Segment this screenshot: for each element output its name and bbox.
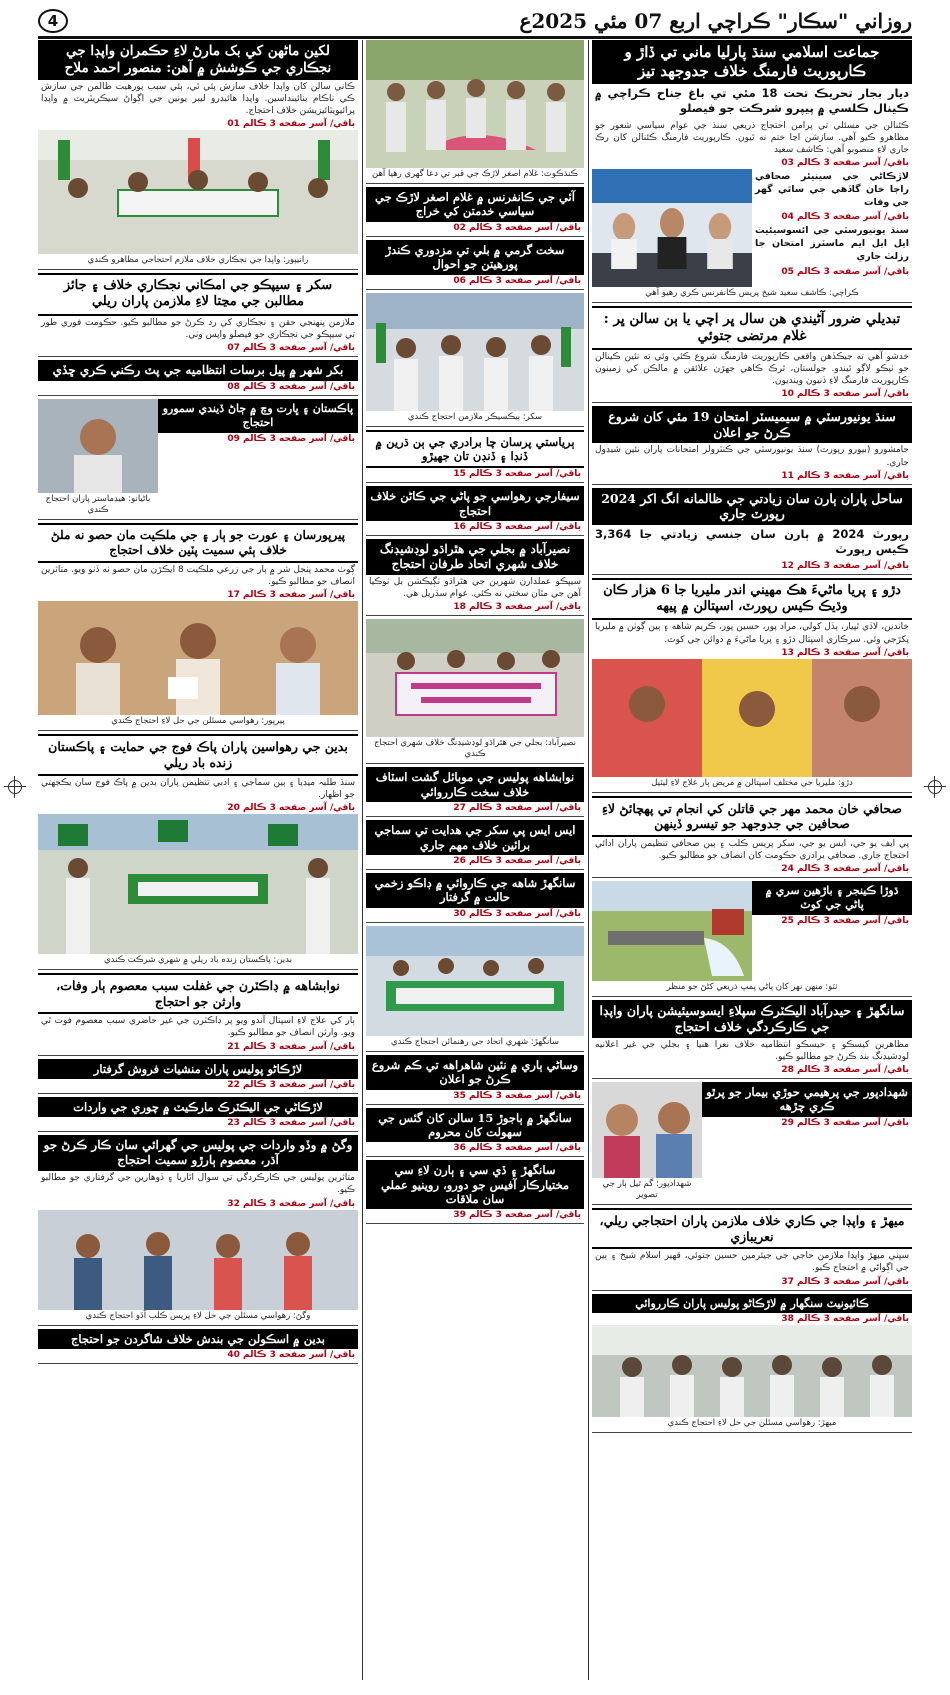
headline: سانگهڙ شاهه جي ڪاروائي ۾ ڊاڪو زخمي حالت ۾ گرفتار: [366, 873, 584, 908]
news-story: [366, 873, 584, 923]
news-story: [38, 1097, 358, 1132]
continued-link[interactable]: باقي/ آسر صفحه 3 ڪالم 22: [227, 1079, 355, 1090]
news-story: [592, 1082, 912, 1205]
news-story: [366, 1160, 584, 1224]
malaria-patients-photo: [592, 659, 912, 777]
headline: سخت گرمي ۾ بلي تي مزدوري ڪندڙ پورهيتن جو احوال: [366, 240, 584, 275]
continued-link[interactable]: باقي/ آسر صفحه 3 ڪالم 13: [781, 647, 909, 658]
news-story: [366, 1108, 584, 1158]
continued-link[interactable]: باقي/ آسر صفحه 3 ڪالم 32: [227, 1198, 355, 1209]
headline: ميهڙ ۽ واپڊا جي ڪاري خلاف ملازمن پاران احتجاجي ريلي، نعريبازي: [592, 1208, 912, 1249]
continued-link[interactable]: باقي/ آسر صفحه 3 ڪالم 36: [453, 1143, 581, 1154]
right-column: [592, 40, 912, 1680]
headline: سانگهڙ ۽ حيدرآباد اليڪٽرڪ سپلاءِ ايسوسيئيشن پاران واپڊا جي ڪارڪردگي خلاف احتجاج: [592, 1000, 912, 1037]
photo-caption: ٺٽو: منهن نهر کان پاڻي پمپ ذريعي کڻڻ جو منظر: [666, 982, 838, 993]
continued-link[interactable]: باقي/ آسر صفحه 3 ڪالم 16: [453, 522, 581, 533]
photo-caption: ميهڙ: رهواسي مسئلن جي حل لاءِ احتجاج ڪندي: [667, 1418, 837, 1429]
continued-link[interactable]: باقي/ آسر صفحه 3 ڪالم 37: [781, 1276, 909, 1287]
continued-link[interactable]: باقي/ آسر صفحه 3 ڪالم 09: [227, 433, 355, 444]
news-story: [366, 1055, 584, 1105]
news-story: [38, 360, 358, 396]
continued-link[interactable]: باقي/ آسر صفحه 3 ڪالم 10: [781, 389, 909, 400]
continued-link[interactable]: باقي/ آسر صفحه 3 ڪالم 02: [453, 222, 581, 233]
continued-link[interactable]: باقي/ آسر صفحه 3 ڪالم 30: [453, 908, 581, 919]
photo-caption: بدين: پاڪستان زنده باد ريلي ۾ شهري شرڪت ڪندي: [104, 954, 292, 965]
news-story: [38, 399, 358, 520]
news-story: [366, 820, 584, 870]
story-body: ڳوٺ محمد پنجل شر ۾ ٻار جي زرعي ملڪيت 8 ايڪڙن مان حصو نه ڏنو ويو. متاثرين انصاف جو مطالبو ڪيو.: [41, 565, 355, 588]
load-shedding-protest-photo: [366, 619, 584, 737]
registration-mark-left: [4, 776, 26, 798]
continued-link[interactable]: باقي/ آسر صفحه 3 ڪالم 15: [453, 469, 581, 480]
continued-link[interactable]: باقي/ آسر صفحه 3 ڪالم 28: [781, 1064, 909, 1075]
continued-link[interactable]: باقي/ آسر صفحه 3 ڪالم 03: [781, 157, 909, 168]
column-rule: [588, 40, 589, 1680]
continued-link[interactable]: باقي/ آسر صفحه 3 ڪالم 17: [227, 590, 355, 601]
employees-protest-photo: [366, 293, 584, 411]
subheadline: رپورٽ 2024 ۾ ٻارن سان جنسي زيادتي جا 3,364 ڪيس رپورٽ: [595, 526, 909, 557]
photo-caption: باڻيانو: هيڊماستر پاران احتجاج ڪندي: [45, 494, 151, 516]
news-story: [38, 273, 358, 357]
left-column: [38, 40, 358, 1680]
continued-link[interactable]: باقي/ آسر صفحه 3 ڪالم 18: [453, 602, 581, 613]
water-pump-photo: [592, 881, 752, 981]
news-story: [592, 1208, 912, 1291]
continued-link[interactable]: باقي/ آسر صفحه 3 ڪالم 01: [227, 119, 355, 130]
story-body: سڀني ميهڙ واپڊا ملازمن حاجي جي جيئرمين حسين جتوئي، قهير اسلام شيخ ۽ ٻين جي اڳواڻي ۾ احتجاج ڪيو.: [595, 1251, 909, 1274]
continued-link[interactable]: باقي/ آسر صفحه 3 ڪالم 21: [227, 1041, 355, 1052]
news-story: [592, 1294, 912, 1434]
continued-link[interactable]: باقي/ آسر صفحه 3 ڪالم 29: [781, 1117, 909, 1128]
story-body: ملازمن پنهنجي حقن ۽ نجڪاري کي رد ڪرڻ جو مطالبو ڪيو. حڪومت فوري طور تي سيپڪو جي نجڪاري جو فيصلو واپس وٺي.: [41, 317, 355, 340]
photo-caption: ڪنڌڪوٽ: غلام اصغر لاڙڪ جي قبر تي دعا گهري رهيا آهن: [371, 169, 579, 179]
registration-mark-right: [924, 776, 946, 798]
headline: لاڙڪاڻي جي اليڪٽرڪ مارڪيٽ ۾ چوري جي واردات: [38, 1097, 358, 1117]
news-story: [592, 796, 912, 879]
headline: ٻرياستي پرسان چا برادري جي ٻن ڌرين ۾ ڏنڊا ۽ ڏنڊن تان جهيڙو: [366, 430, 584, 469]
headline: سيفارجي رهواسي جو پاڻي جي ڪاڻن خلاف احتجاج: [366, 486, 584, 521]
headmaster-photo: [38, 399, 158, 493]
photo-caption: نصيرآباد: بجلي جي هٿراڌو لوڊشيڊنگ خلاف شهري احتجاج ڪندي: [373, 738, 577, 760]
news-story: [366, 619, 584, 764]
photo-caption: ڪراچي: ڪاشف سعيد شيخ پريس ڪانفرنس ڪري رهيو آهي: [645, 287, 859, 298]
photo-caption: پيرپور: رهواسي مسئلن جي حل لاءِ احتجاج ڪندي: [111, 716, 285, 727]
masthead-title: روزاني "سڪار" ڪراچي اربع 07 مئي 2025ع: [519, 9, 912, 33]
residents-photo: [38, 601, 358, 715]
continued-link[interactable]: باقي/ آسر صفحه 3 ڪالم 04: [781, 212, 909, 223]
headline: صحافي خان محمد مهر جي قاتلن کي انجام تي پهچائڻ لاءِ صحافين جي جدوجهد جو تيسرو ڏينهن: [592, 796, 912, 837]
headline: سانگهڙ ۽ ڏي سي ۽ ٻارن لاءِ سي مختيارڪار آفيس جو دورو، روينيو عملي سان ملاقات: [366, 1160, 584, 1209]
news-story: [592, 578, 912, 793]
headline: آئي جي ڪانفرنس ۾ غلام اصغر لاڙڪ جي سياسي خدمتن کي خراج: [366, 187, 584, 222]
news-story: [592, 1000, 912, 1079]
continued-link[interactable]: باقي/ آسر صفحه 3 ڪالم 20: [227, 802, 355, 813]
story-body: سنڌ طلبہ ميڊيا ۽ ٻين سماجي ۽ ادبي تنظيمن پاران بدين ۾ پاڪ فوج سان يڪجهتي جو اظهار.: [41, 777, 355, 800]
story-body: خدشو آهي ته جيڪڏهن واقعي ڪارپوريٽ فارمنگ شروع ڪئي وئي ته نئين ڪينالن جو ٺيڪو لاڳو ٿيندو. جولستان، ٿرڪ ڪاهي جهڙن علائقن ۾ مالڪن کي زمينون ڪارپوريٽ فارمنگ لاءِ ڏنيون وينديون.: [595, 351, 909, 387]
news-story: [592, 306, 912, 403]
continued-link[interactable]: باقي/ آسر صفحه 3 ڪالم 05: [781, 266, 909, 277]
protest-photo: [592, 1325, 912, 1417]
lead-story: [592, 40, 912, 303]
news-story: [366, 539, 584, 616]
story-body: جامشورو (بيورو رپورٽ) سنڌ يونيورسٽي جي ڪنٽرولر امتحانات پاران نئين شيڊول جاري.: [595, 445, 909, 468]
continued-link[interactable]: باقي/ آسر صفحه 3 ڪالم 40: [227, 1349, 355, 1360]
story-body: ٻار کي علاج لاءِ اسپتال آندو ويو پر ڊاڪٽرن جي غير حاضري سبب معصوم فوت ٿي ويو. وارثن انصاف جو مطالبو ڪيو.: [41, 1016, 355, 1039]
photo-caption: سکر: ٻيڪسيڪر ملازمن احتجاج ڪندي: [407, 411, 543, 422]
rally-photo: [38, 814, 358, 954]
headline: نوابشاهه پوليس جي موبائل گشت اسٽاف خلاف سخت ڪارروائي: [366, 767, 584, 802]
photo-caption: رانيپور: واپڊا جي نجڪاري خلاف ملازم احتجاجي مظاهرو ڪندي: [87, 255, 309, 266]
news-story: [366, 430, 584, 484]
news-story: [592, 881, 912, 997]
continued-link[interactable]: باقي/ آسر صفحه 3 ڪالم 12: [781, 560, 909, 571]
middle-column: [366, 40, 584, 1680]
headline: شهدادپور جي پرهيمي حوڙي بيمار جو پرٿو ڪري چڙهه: [702, 1082, 912, 1117]
continued-link[interactable]: باقي/ آسر صفحه 3 ڪالم 23: [227, 1118, 355, 1129]
news-story: [366, 40, 584, 184]
page-number: 4: [38, 9, 68, 33]
story-body: مظاهرين کيسڪو ۽ حيسڪو انتظاميه خلاف نعرا هنيا ۽ بجلي جي غير اعلانيه لوڊشيڊنگ بند ڪرڻ جو مطالبو ڪيو.: [595, 1039, 909, 1062]
news-story: [38, 40, 358, 270]
headline: وساڻي ٻاري ۾ نئين شاهراهه تي ڪم شروع ڪرڻ جو اعلان: [366, 1055, 584, 1090]
news-story: [366, 926, 584, 1052]
headline: ڌوڙا ڪينجر ۽ باڙهين سري ۾ پاڻي جي کوٽ: [752, 881, 912, 915]
wapda-protest-photo: [38, 130, 358, 254]
continued-link[interactable]: باقي/ آسر صفحه 3 ڪالم 27: [453, 803, 581, 814]
news-story: [38, 1135, 358, 1325]
headline: وگڻ ۾ وڏو واردات جي پوليس جي گهرائي سان ڪار ڪرڻ جو آڌر، معصوم ٻارڙو سميت احتجاج: [38, 1135, 358, 1171]
headline: لکين ماڻهن کي بک مارڻ لاءِ حڪمران واپڊا جي نجڪاري جي ڪوشش ۾ آهن: منصور احمد ملاح: [38, 40, 358, 80]
story-body: خاندين، لاڏي ٿپيار، ٻڏل کولي، مراد پور، حسين پور، ڪريم شاهه ۽ ٻين ڳوٺن ۾ مليريا پکڙجي وئي. سرڪاري اسپتال دڙو ۽ پريا ماڻيءَ ۾ دوائن جي کوٽ.: [595, 622, 909, 645]
story-body: متاثرين پوليس جي ڪارڪردگي تي سوال اٿاريا ۽ ڏوهارين جي گرفتاري جو مطالبو ڪيو.: [41, 1173, 355, 1196]
subheadline: ديار بجار تحريڪ تحت 18 مئي تي باغ جناح ڪراچي ۾ ڪينال ڪلسي ۾ پيپرو شرڪت جو فيصلو: [595, 85, 909, 116]
continued-link[interactable]: باقي/ آسر صفحه 3 ڪالم 26: [453, 855, 581, 866]
news-story: [38, 1329, 358, 1364]
headline: بکر شهر ۾ پيل برسات انتظاميه جي پٽ رڪني ڪري ڇڏي: [38, 360, 358, 381]
side-note: لاڙڪاڻي جي سينيئر صحافي راڄا خان گاڏهي جي ساٿي گهر جي وفات: [755, 170, 909, 208]
news-story: [38, 973, 358, 1056]
photo-caption: سانگهڙ: شهري اتحاد جي رهنمائن احتجاج ڪندي: [390, 1036, 560, 1047]
photo-caption: دڙو: مليريا جي مختلف اسپتالن ۾ مريض ٻار علاج لاءِ ليٽيل: [651, 777, 853, 788]
headline: ڪائيونيٽ سنگهار ۾ لاڙڪاڻو پوليس پاران ڪارروائي: [592, 1294, 912, 1314]
headline: پيرپورسان ۽ عورت جو ٻار ۽ جي ملڪيت مان حصو نه ملڻ خلاف ٻئي سميت پٽين خلاف احتجاج: [38, 523, 358, 563]
story-body: پي ايف يو جي، ايس يو جي، سکر پريس ڪلب ۽ ٻين صحافي تنظيمن پاران ادائي احتجاج جاري. صحافي برادري حڪومت کان انصاف جو مطالبو ڪيو.: [595, 839, 909, 862]
headline: بدين ۾ اسڪولن جي بندش خلاف شاگردن جو احتجاج: [38, 1329, 358, 1349]
news-story: [38, 734, 358, 970]
masthead: [38, 6, 912, 39]
news-story: [592, 488, 912, 575]
continued-link[interactable]: باقي/ آسر صفحه 3 ڪالم 24: [781, 864, 909, 875]
continued-link[interactable]: باقي/ آسر صفحه 3 ڪالم 39: [453, 1210, 581, 1221]
column-rule: [362, 40, 363, 1680]
news-story: [366, 486, 584, 536]
photo-caption: وگڻ: رهواسي مسئلن جي حل لاءِ پريس ڪلب آڏو احتجاج ڪندي: [85, 1310, 311, 1321]
headline: نصيرآباد ۾ بجلي جي هٿراڌو لوڊشيڊنگ خلاف شهري اتحاد طرفان احتجاج: [366, 539, 584, 575]
headline: سکر ۽ سيپڪو جي امڪاني نجڪاري خلاف ۽ جائز مطالبن جي مڃتا لاءِ ملازمن پاران ريلي: [38, 273, 358, 316]
continued-link[interactable]: باقي/ آسر صفحه 3 ڪالم 35: [453, 1090, 581, 1101]
headline: دڙو ۽ پريا ماڻيءَ هڪ مهيني اندر مليريا جا 6 هزار ڪان وڌيڪ ڪيس رپورٽ، اسپتالن ۾ پيهه: [592, 578, 912, 621]
news-story: [38, 523, 358, 731]
headline: جماعت اسلامي سنڌ پارليا ماني تي ڏاڙ و ڪارپوريٽ فارمنگ خلاف جدوجهد تيز: [592, 40, 912, 84]
news-story: [592, 406, 912, 485]
headline: سانگهڙ ۾ ٻاجوڙ 15 سالن کان گئس جي سهولت کان محروم: [366, 1108, 584, 1143]
missing-child-photo: [592, 1082, 702, 1178]
headline: سنڌ يونيورسٽي ۾ سيميسٽر امتحان 19 مئي کان شروع ڪرڻ جو اعلان: [592, 406, 912, 443]
headline: پاڪستان ۽ ڀارت وچ ۾ ڄاڻ ڏيندي سمورو احتجاج: [158, 399, 358, 433]
headline: ساحل پاران ٻارن سان زيادتي جي ظالمانه انگ اکر 2024 رپورٽ جاري: [592, 488, 912, 525]
story-body: ڪئنالن جي مسئلي تي پرامن احتجاج ذريعي سنڌ جي عوام سياسي شعور جو مظاهرو ڪيو آهي. سازشن اڃا ختم نه ٿيون. ڪارپوريٽ فارمنگ ڪئنالن کان رڪ جاري لاءِ منصوبو آهي: ڪاشف سعيد: [595, 120, 909, 155]
headline: لاڙڪاڻو پوليس پاران منشيات فروش گرفتار: [38, 1059, 358, 1079]
news-story: [366, 187, 584, 237]
continued-link[interactable]: باقي/ آسر صفحه 3 ڪالم 08: [227, 382, 355, 392]
press-conference-photo: [592, 169, 752, 287]
headline: ايس ايس پي سکر جي هدايت تي سماجي برائين خلاف مهم جاري: [366, 820, 584, 855]
press-club-protest-photo: [38, 1210, 358, 1310]
side-note: سنڌ يونيورسٽي جي ائسوسيئيٽ ايل ايل ايم ماسٽرز امتحان جا رزلٽ جاري: [755, 225, 909, 263]
story-body: سيپڪو عملدارن شهرين جي هٿراڌو ٺڳيڪشن بل ٺوڪيا آهن جي مٿان سختي نه ڪئي. عوام سڌريل هي.: [369, 577, 581, 600]
headline: نوابشاهه ۾ ڊاڪٽرن جي غفلت سبب معصوم ٻار وفات، وارثن جو احتجاج: [38, 973, 358, 1014]
continued-link[interactable]: باقي/ آسر صفحه 3 ڪالم 06: [453, 275, 581, 286]
news-story: [38, 1059, 358, 1094]
continued-link[interactable]: باقي/ آسر صفحه 3 ڪالم 11: [781, 470, 909, 481]
continued-link[interactable]: باقي/ آسر صفحه 3 ڪالم 38: [781, 1314, 909, 1325]
news-story: [366, 293, 584, 427]
story-body: ڪاني سالن کان واپڊا خلاف سازش پئي ٿي، ٻئي سبب پورهيت ظالمن جي سازش ڪي ناڪام بنائينداسين. واپڊا هائيڊرو ليبر يونين جي اڳواڻ سيڪريٽريٽ ۾ واپڊا پرائيويٽائيزيشن خلاف احتجاج.: [41, 81, 355, 117]
prayer-at-grave-photo: [366, 40, 584, 168]
headline: بدين جي رهواسين پاران پاڪ فوج جي حمايت ۽ پاڪستان زنده باد ريلي: [38, 734, 358, 775]
citizens-alliance-photo: [366, 926, 584, 1036]
photo-caption: شهدادپور: گم ٿيل ٻار جي تصوير: [602, 1178, 692, 1200]
headline: تبديلي ضرور آڻيندي هن سال ڀر اچي يا ٻن سالن ڀر : غلام مرتضى جتوئي: [592, 306, 912, 350]
continued-link[interactable]: باقي/ آسر صفحه 3 ڪالم 25: [781, 915, 909, 926]
continued-link[interactable]: باقي/ آسر صفحه 3 ڪالم 07: [227, 343, 355, 353]
news-story: [366, 767, 584, 817]
news-story: [366, 240, 584, 290]
